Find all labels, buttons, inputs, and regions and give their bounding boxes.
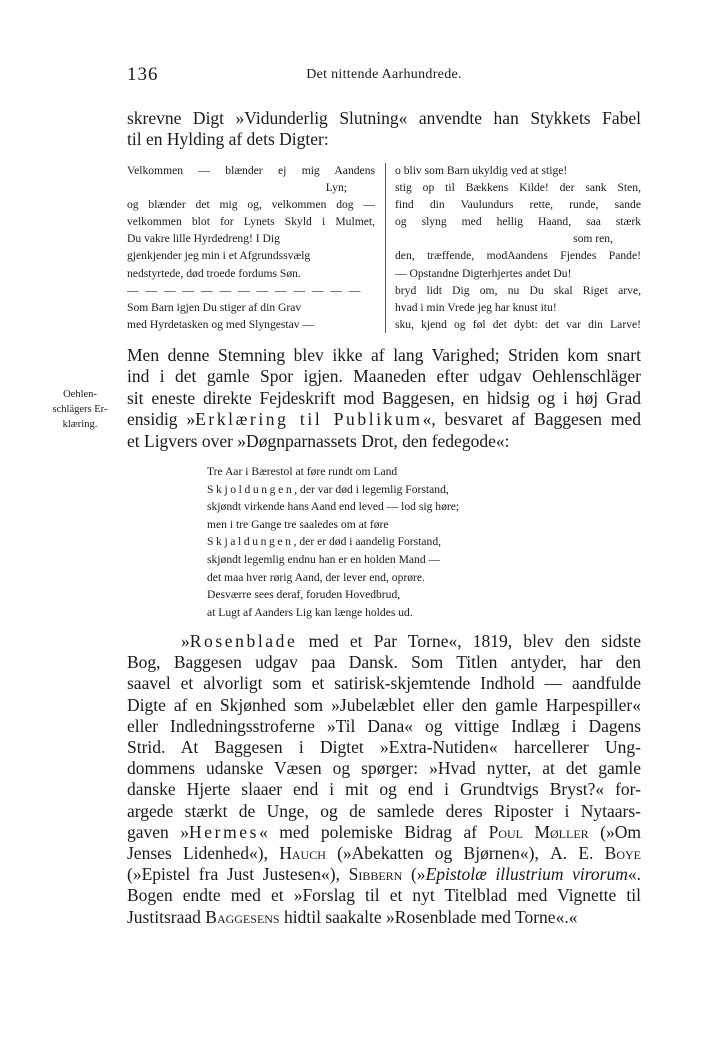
poem-line: bryd lidt Dig om, nu Du skal Riget arve,	[395, 283, 641, 297]
poem-line: sku, kjend og føl det dybt: det var din Larve!	[395, 317, 641, 331]
text-line: Bog, Baggesen udgav paa Dansk. Som Titlen antyder, har den	[127, 652, 641, 673]
poem-line: nedstyrtede, død troede fordums Søn.	[127, 266, 301, 280]
poem-line: velkommen blot for Lynets Skyld i Mulmet,	[127, 215, 375, 229]
poem-line: den, træffende, modAandens Fjendes Pande!	[395, 249, 641, 263]
text-line: eller Indledningsstroferne »Til Dana« og vittige Indlæg i Dagens	[127, 715, 641, 736]
dash-separator: — — — — — — — — — — — — —	[127, 283, 363, 297]
poem-line: o bliv som Barn ukyldig ved at stige!	[395, 164, 568, 177]
text-line: sit eneste direkte Fejdeskrift mod Baggesen, en hidsig og i høj Grad	[127, 387, 641, 408]
margin-note-line: Oehlen-	[63, 389, 97, 400]
margin-note	[42, 387, 118, 432]
poem-line: og blænder det mig og, velkommen dog —	[127, 198, 375, 212]
text-line: ensidig »Erklæring til Publikum«, besvaret af Baggesen med	[127, 409, 641, 430]
text-line: skrevne Digt »Vidunderlig Slutning« anvendte han Stykkets Fabel	[127, 108, 641, 128]
poem-line: hvad i min Vrede jeg har knust itu!	[395, 300, 557, 314]
text-line: (»Epistel fra Just Justesen«), Sibbern (»Epistolæ illustrium virorum«.	[127, 864, 641, 885]
text-line: Digte af en Skjønhed som »Jubelæblet eller den gamle Harpespiller«	[127, 694, 641, 715]
text-line: ind i det gamle Spor igjen. Maaneden efter udgav Oehlenschläger	[127, 366, 641, 387]
text-line: Strid. At Baggesen i Digtet »Extra-Nutiden« harcellerer Ung-	[127, 737, 641, 758]
poem-line: som ren,	[573, 232, 613, 246]
poem-line: Velkommen — blænder ej mig Aandens	[127, 164, 375, 177]
column-divider	[385, 163, 386, 333]
poem-line: Lyn;	[325, 181, 347, 195]
poem-left-column	[127, 162, 375, 333]
text-line: Justitsraad Baggesens hidtil saakalte »Rosenblade med Torne«.«	[127, 906, 578, 927]
text-line: Bogen endte med et »Forslag til et nyt Titelblad med Vignette til	[127, 885, 641, 906]
poem-line: Som Barn igjen Du stiger af din Grav	[127, 300, 302, 314]
page-number: 136	[127, 64, 159, 85]
text-line: et Ligvers over »Døgnparnassets Drot, den fedegode«:	[127, 430, 510, 451]
poem-right-column	[395, 162, 641, 333]
poem-line: — Opstandne Digterhjertes andet Du!	[395, 266, 572, 280]
poem-line: med Hyrdetasken og med Slyngestav —	[127, 317, 315, 331]
margin-note-line: schlägers Er-	[52, 404, 108, 415]
poem-line: find din Vaulundurs rette, runde, sande	[395, 198, 641, 212]
poem-line: skjøndt legemlig endnu han er en holden Mand —	[207, 552, 441, 566]
poem-line: og slyng med hellig Haand, saa stærk	[395, 215, 641, 229]
poem-line: men i tre Gange tre saaledes om at føre	[207, 517, 389, 531]
page-header	[127, 64, 641, 88]
text-line: danske Hjerte slaaer end i mit og end i Grundtvigs Bryst?« for-	[127, 779, 641, 800]
paragraph-stemning	[127, 345, 641, 452]
text-line: »Rosenblade med et Par Torne«, 1819, blev den sidste	[181, 631, 641, 651]
margin-note-line: klæring.	[62, 419, 98, 430]
running-head: Det nittende Aarhundrede.	[306, 67, 462, 82]
poem-line: Du vakre lille Hyrdedreng! I Dig	[127, 232, 280, 246]
text-line: Men denne Stemning blev ikke af lang Varighed; Striden kom snart	[127, 345, 641, 365]
poem-line: Skjaldungen, der er død i aandelig Forstand,	[207, 535, 442, 549]
text-line: Jenses Lidenhed«), Hauch (»Abekatten og Bjørnen«), A. E. Boye	[127, 843, 641, 864]
intro-paragraph	[127, 108, 641, 151]
text-line: til en Hylding af dets Digter:	[127, 129, 329, 150]
poem-line: det maa hver rørig Aand, der lever end, oprøre.	[207, 570, 425, 584]
poem-line: gjenkjender jeg min i et Afgrundssvælg	[127, 249, 311, 263]
poem-line: stig op til Bækkens Kilde! der sank Sten,	[395, 181, 641, 195]
text-line: argede stærkt de Unge, og de samlede deres Riposter i Nytaars-	[127, 800, 641, 821]
text-line: gaven »Hermes« med polemiske Bidrag af Poul Møller (»Om	[127, 821, 641, 842]
poem-line: Desværre sees deraf, foruden Hovedbrud,	[207, 588, 401, 602]
poem-line: at Lugt af Aanders Lig kan længe holdes ud.	[207, 605, 413, 619]
poem-line: Tre Aar i Bærestol at føre rundt om Land	[207, 465, 398, 478]
text-line: dommens udanske Væsen og spørger: »Hvad nytter, at det gamle	[127, 758, 641, 779]
text-line: saavel et alvorligt som et satirisk-skjemtende Indhold — aandfulde	[127, 673, 641, 694]
paragraph-rosenblade	[127, 631, 641, 928]
ligvers-poem	[207, 463, 459, 621]
poem-line: Skjoldungen, der var død i legemlig Forstand,	[207, 482, 449, 496]
poem-line: skjøndt virkende hans Aand end leved — lod sig høre;	[207, 500, 460, 514]
spaced-title: Erklæring til Publikum	[195, 409, 423, 430]
